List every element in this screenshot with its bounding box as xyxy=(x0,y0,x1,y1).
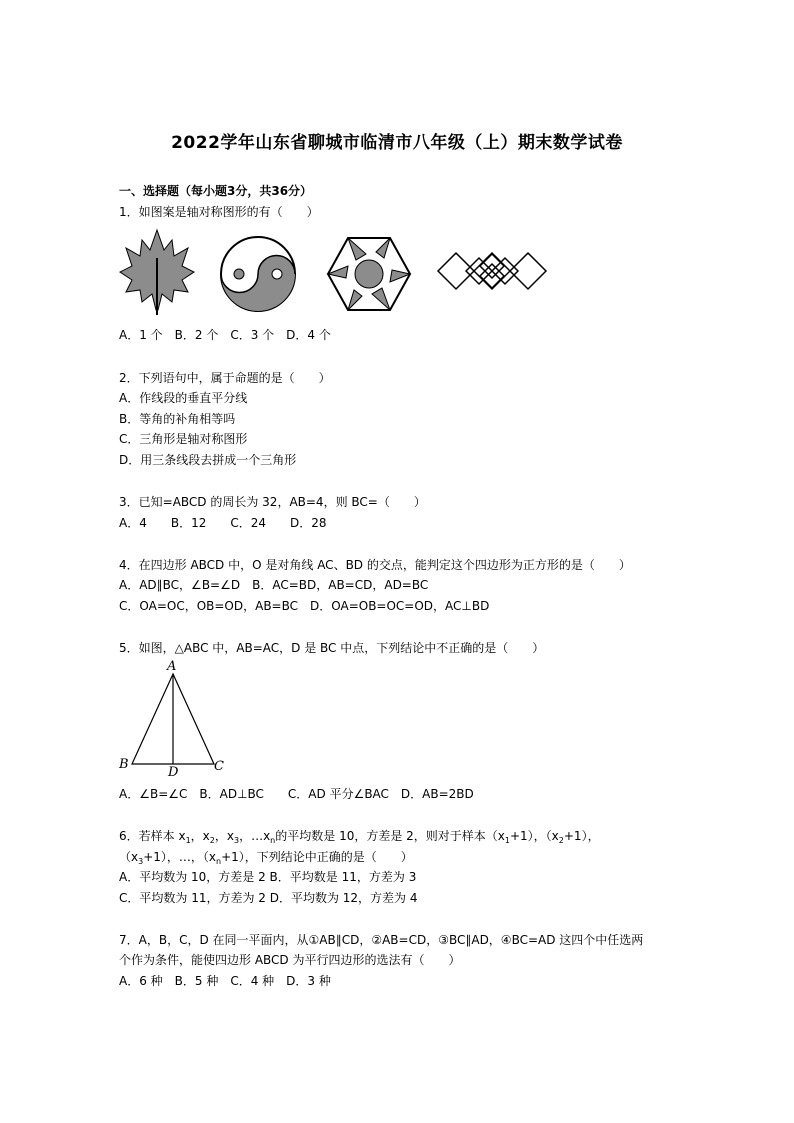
q7-stem-line1: 7．A，B，C，D 在同一平面内，从①AB∥CD，②AB=CD，③BC∥AD，④BC=AD 这四个中任选两 xyxy=(119,933,644,947)
section-heading: 一、选择题（每小题3分，共36分） xyxy=(119,184,313,198)
vertex-label-c: C xyxy=(214,759,224,774)
yin-yang-figure xyxy=(219,235,297,313)
q4-stem: 4．在四边形 ABCD 中，O 是对角线 AC、BD 的交点，能判定这个四边形为正方形的是（ ） xyxy=(119,558,631,572)
maple-leaf-figure xyxy=(118,228,196,316)
q6-options-cd: C．平均数为 11，方差为 2 D．平均数为 12，方差为 4 xyxy=(119,891,418,905)
knot-pattern-figure xyxy=(436,246,550,296)
q6-stem-line2: $(x_3+1)$，…，$(x_n+1)$，下列结论中正确的是（ ） xyxy=(119,850,413,866)
q1-options: A．1 个 B．2 个 C．3 个 D．4 个 xyxy=(119,328,331,342)
q5-stem: 5．如图，△ABC 中，AB=AC，D 是 BC 中点，下列结论中不正确的是（ ） xyxy=(119,641,545,655)
isosceles-triangle-figure xyxy=(128,670,218,770)
q1-stem: 1．如图案是轴对称图形的有（ ） xyxy=(119,205,319,219)
page-title: 2022学年山东省聊城市临清市八年级（上）期末数学试卷 xyxy=(171,133,623,153)
q7-options: A．6 种 B．5 种 C．4 种 D．3 种 xyxy=(119,974,331,988)
q2-option-c: C．三角形是轴对称图形 xyxy=(119,432,248,446)
q2-stem: 2．下列语句中，属于命题的是（ ） xyxy=(119,371,331,385)
q7-stem-line2: 个作为条件，能使四边形 ABCD 为平行四边形的选法有（ ） xyxy=(119,953,461,967)
q2-option-d: D．用三条线段去拼成一个三角形 xyxy=(119,453,297,467)
q2-option-a: A．作线段的垂直平分线 xyxy=(119,391,248,405)
q6-options-ab: A．平均数为 10，方差是 2 B．平均数是 11，方差为 3 xyxy=(119,870,417,884)
hexagon-figure xyxy=(326,236,412,312)
vertex-label-b: B xyxy=(119,757,129,772)
q3-options: A．4 B．12 C．24 D．28 xyxy=(119,516,327,530)
q6-stem-line1: 6．若样本 $x_1$，$x_2$，$x_3$，$\dots x_n$的平均数是 10，方差是 2，则对于样本$(x_1+1)$，$(x_2+1)$， xyxy=(119,829,600,845)
q5-options: A．∠B=∠C B．AD⊥BC C．AD 平分∠BAC D．AB=2BD xyxy=(119,787,474,801)
q4-options-cd: C．OA=OC，OB=OD，AB=BC D．OA=OB=OC=OD，AC⊥BD xyxy=(119,599,490,613)
q4-options-ab: A．AD∥BC，∠B=∠D B．AC=BD，AB=CD，AD=BC xyxy=(119,578,429,592)
vertex-label-a: A xyxy=(167,659,177,674)
q2-option-b: B．等角的补角相等吗 xyxy=(119,412,236,426)
vertex-label-d: D xyxy=(168,765,179,780)
q3-stem: 3．已知=ABCD 的周长为 32，AB=4，则 BC=（ ） xyxy=(119,495,426,509)
